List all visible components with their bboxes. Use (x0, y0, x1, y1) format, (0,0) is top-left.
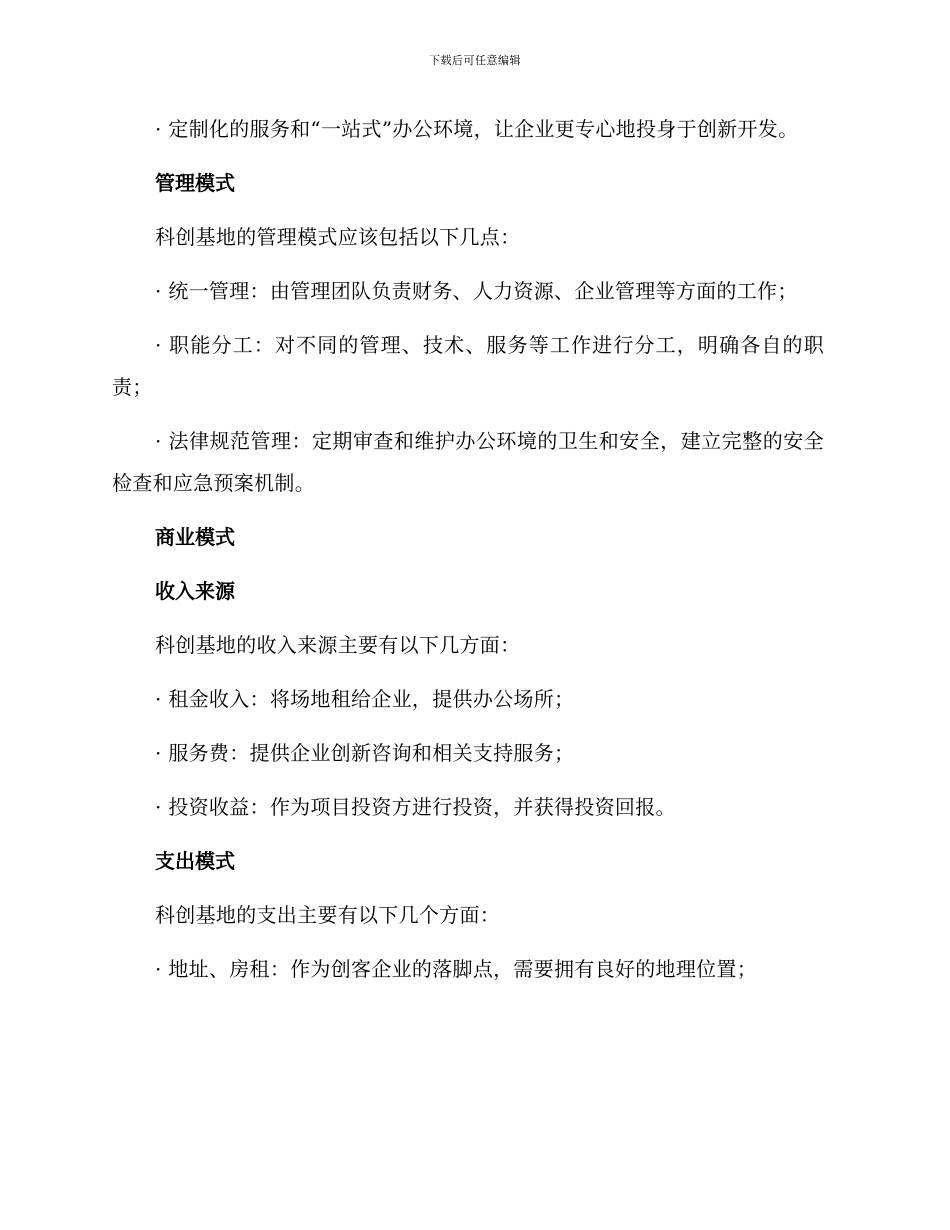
paragraph-income-intro: 科创基地的收入来源主要有以下几方面： (155, 633, 521, 657)
page-header: 下载后可任意编辑 (429, 54, 521, 67)
paragraph-location-rent: · 地址、房租：作为创客企业的落脚点，需要拥有良好的地理位置； (155, 957, 758, 981)
paragraph-division-of-labor: · 职能分工：对不同的管理、技术、服务等工作进行分工，明确各自的职责； (112, 333, 824, 399)
heading-management-mode: 管理模式 (155, 171, 235, 195)
paragraph-unified-management: · 统一管理：由管理团队负责财务、人力资源、企业管理等方面的工作； (155, 279, 798, 303)
paragraph-service-fee: · 服务费：提供企业创新咨询和相关支持服务； (155, 741, 575, 765)
paragraph-expense-intro: 科创基地的支出主要有以下几个方面： (155, 903, 501, 927)
heading-income-sources: 收入来源 (155, 579, 235, 603)
paragraph-investment-return: · 投资收益：作为项目投资方进行投资，并获得投资回报。 (155, 795, 676, 819)
paragraph-management-intro: 科创基地的管理模式应该包括以下几点： (155, 225, 521, 249)
paragraph-rent-income: · 租金收入：将场地租给企业，提供办公场所； (155, 687, 575, 711)
paragraph-custom-service: · 定制化的服务和“一站式”办公环境，让企业更专心地投身于创新开发。 (155, 117, 799, 141)
document-body (112, 108, 824, 1002)
heading-business-mode: 商业模式 (155, 525, 235, 549)
paragraph-legal-management: · 法律规范管理：定期审查和维护办公环境的卫生和安全，建立完整的安全检查和应急预案机制。 (112, 429, 824, 495)
heading-expense-mode: 支出模式 (155, 849, 235, 873)
